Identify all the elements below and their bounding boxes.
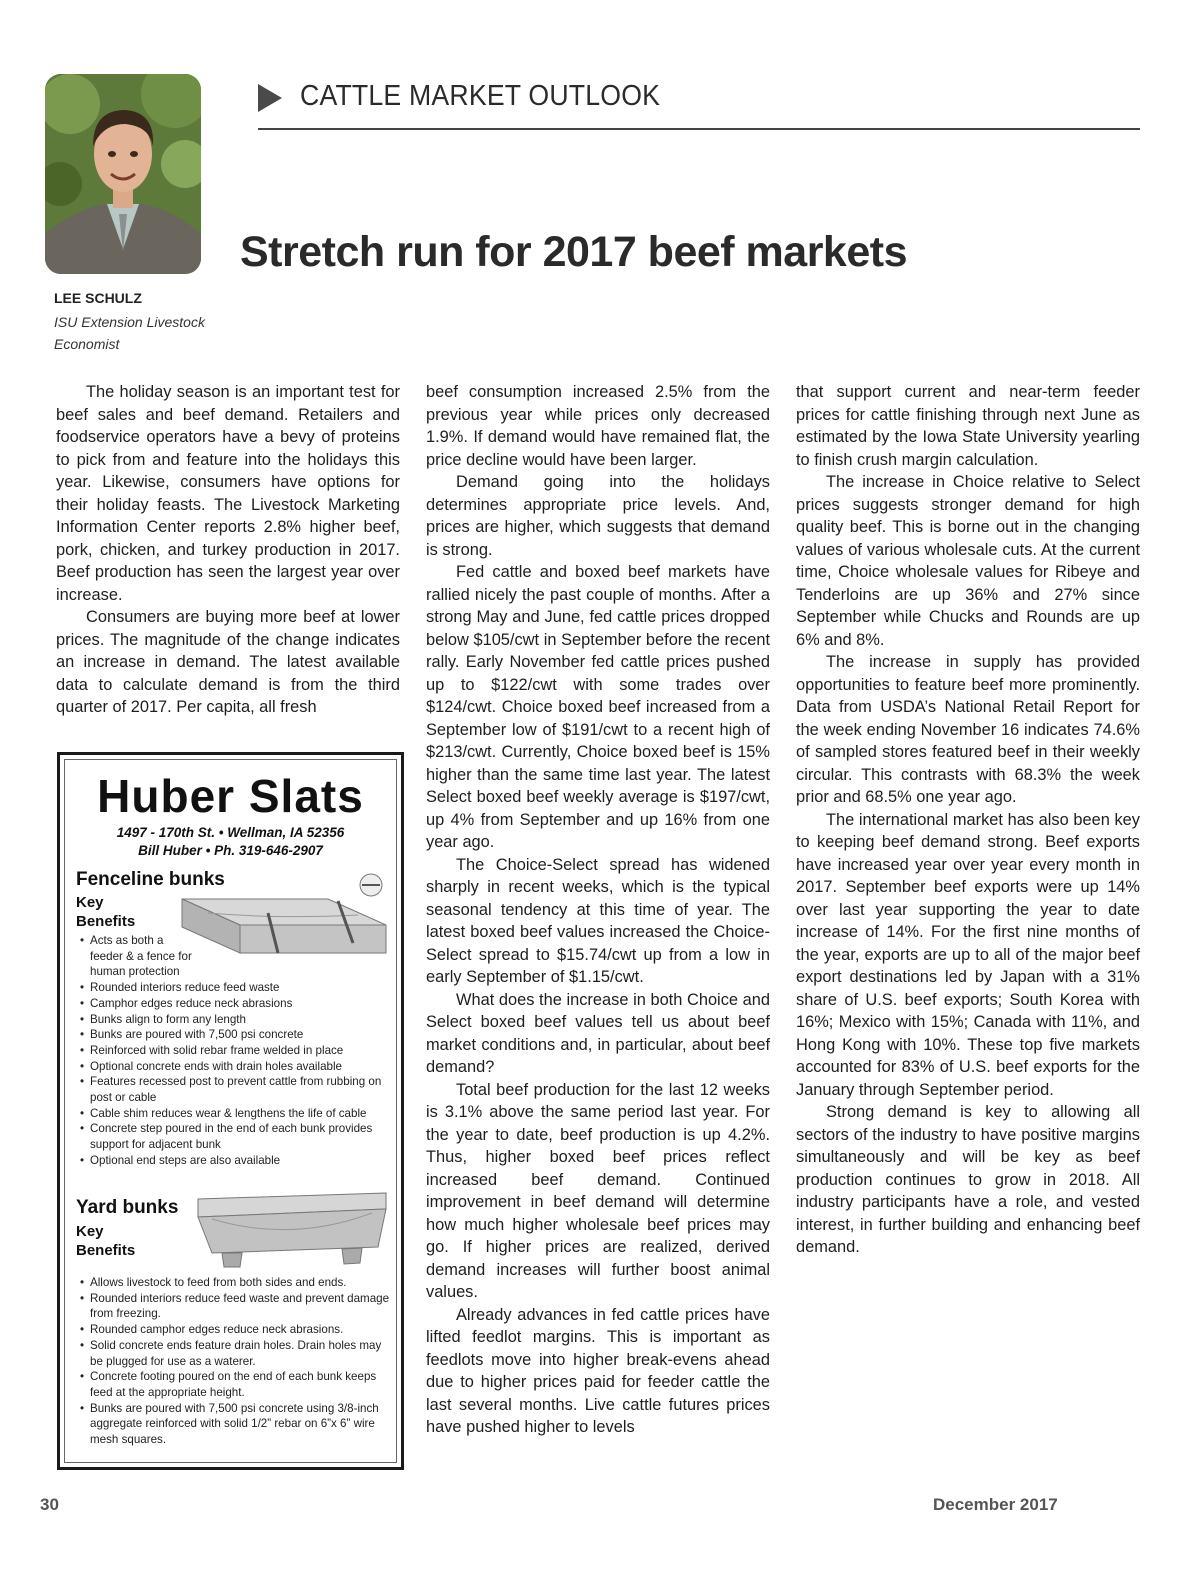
article-column-3: [796, 381, 1140, 1259]
list-item: • Bunks align to form any length: [76, 1012, 394, 1028]
ad-brand: Huber Slats: [97, 770, 364, 822]
list-item: • Rounded interiors reduce feed waste and prevent damage from freezing.: [76, 1291, 394, 1322]
triangle-arrow-icon: [258, 84, 282, 112]
paragraph: The increase in Choice relative to Select prices suggests stronger demand for high quality beef. This is borne out in the changing values of various wholesale cuts. At the current time, Choice wholesale values for Ribeye and Tenderloins are up 36% and 27% since September while Chucks and Rounds are up 6% and 8%.: [796, 473, 1140, 649]
issue-date: December 2017: [933, 1495, 1058, 1514]
ad-contact: Bill Huber • Ph. 319-646-2907: [138, 843, 323, 858]
author-name: LEE SCHULZ: [54, 290, 142, 306]
author-photo: [45, 74, 201, 274]
list-item: • Solid concrete ends feature drain holes. Drain holes may be plugged for use as a waterer.: [76, 1338, 394, 1369]
paragraph: Demand going into the holidays determines appropriate price levels. And, prices are higher, which suggests that demand is strong.: [426, 473, 770, 559]
section-header: [258, 78, 1140, 130]
list-item: • Bunks are poured with 7,500 psi concrete using 3/8-inch aggregate reinforced with solid 1/2” rebar on 6”x 6” wire mesh squares.: [76, 1401, 394, 1448]
paragraph: Total beef production for the last 12 weeks is 3.1% above the same period last year. For the year to date, beef production is up 4.2%. Thus, higher boxed beef prices reflect increased beef demand. Continued improvement in beef demand will determine how much higher wholesale beef prices may go. If higher prices are realized, derived demand increases will further boost animal values.: [426, 1080, 770, 1301]
paragraph: The increase in supply has provided opportunities to feature beef more prominently. Data from USDA’s National Retail Report for the week ending November 16 indicates 74.6% of sampled stores featured beef in their weekly circular. This contrasts with 68.3% the week prior and 68.5% one year ago.: [796, 653, 1140, 806]
fenceline-benefits: Benefits: [76, 913, 136, 930]
yard-bunk-illustration: [192, 1187, 392, 1269]
list-item: • Features recessed post to prevent cattle from rubbing on post or cable: [76, 1074, 394, 1105]
article-column-2: [426, 381, 770, 1439]
paragraph: beef consumption increased 2.5% from the previous year while prices only decreased 1.9%. If demand would have remained flat, the price decline would have been larger.: [426, 383, 770, 469]
list-item: • Cable shim reduces wear & lengthens the life of cable: [76, 1106, 394, 1122]
author-title: ISU Extension Livestock Economist: [54, 314, 205, 352]
paragraph: Strong demand is key to allowing all sectors of the industry to have positive margins simultaneously and will be key as beef production continues to grow in 2018. All industry participants have a role, and vested interest, in further building and enhancing beef demand.: [796, 1103, 1140, 1256]
list-item: • Optional concrete ends with drain holes available: [76, 1059, 394, 1075]
article-column-1: [56, 381, 400, 719]
list-item: • Camphor edges reduce neck abrasions: [76, 996, 394, 1012]
list-item: • Acts as both a feeder & a fence for human protection: [76, 933, 394, 980]
list-item: • Concrete step poured in the end of each bunk provides support for adjacent bunk: [76, 1121, 394, 1152]
list-item: • Allows livestock to feed from both sides and ends.: [76, 1275, 394, 1291]
paragraph: The Choice-Select spread has widened sharply in recent weeks, which is the typical seasonal tendency at this time of year. The latest boxed beef values increased the Choice-Select spread to $15.74/cwt up from a low in early September of $1.15/cwt.: [426, 855, 770, 986]
list-item: • Concrete footing poured on the end of each bunk keeps feed at the appropriate height.: [76, 1369, 394, 1400]
fenceline-heading: Fenceline bunks: [76, 869, 225, 890]
yard-key: Key: [76, 1223, 104, 1240]
yard-benefit-list: [76, 1275, 394, 1448]
paragraph: The international market has also been key to keeping beef demand strong. Beef exports have increased year over year every month in 2017. September beef exports were up 14% over last year supporting the year to date increase of 14%. For the first nine months of the year, exports are up to all of the major beef export destinations led by Japan with a 31% share of U.S. beef exports; South Korea with 16%; Mexico with 15%; Canada with 11%, and Hong Kong with 10%. These top five markets accounted for 83% of U.S. beef exports for the January through September period.: [796, 810, 1140, 1099]
list-item: • Rounded camphor edges reduce neck abrasions.: [76, 1322, 394, 1338]
fenceline-key: Key: [76, 894, 104, 911]
yard-benefits: Benefits: [76, 1242, 136, 1259]
list-item: • Optional end steps are also available: [76, 1153, 394, 1169]
yard-heading: Yard bunks: [76, 1197, 179, 1218]
page-number: 30: [40, 1495, 59, 1514]
huber-slats-ad: [57, 752, 404, 1470]
paragraph: What does the increase in both Choice and Select boxed beef values tell us about beef market conditions and, in particular, about beef demand?: [426, 990, 770, 1076]
paragraph: that support current and near-term feeder prices for cattle finishing through next June as estimated by the Iowa State University yearling to finish crush margin calculation.: [796, 383, 1140, 469]
headline: Stretch run for 2017 beef markets: [240, 228, 907, 276]
paragraph: Consumers are buying more beef at lower prices. The magnitude of the change indicates an increase in demand. The latest available data to calculate demand is from the third quarter of 2017. Per capita, all fresh: [56, 608, 400, 716]
paragraph: Fed cattle and boxed beef markets have rallied nicely the past couple of months. After a strong May and June, fed cattle prices dropped below $105/cwt in September before the recent rally. Early November fed cattle prices pushed up to $122/cwt with some trades over $124/cwt. Choice boxed beef increased from a September low of $191/cwt to a recent high of $213/cwt. Currently, Choice boxed beef is 15% higher than the same time last year. The latest Select boxed beef weekly average is $197/cwt, up 4% from September and up 16% from one year ago.: [426, 563, 770, 851]
list-item: • Reinforced with solid rebar frame welded in place: [76, 1043, 394, 1059]
section-title: CATTLE MARKET OUTLOOK: [300, 80, 661, 112]
list-item: • Rounded interiors reduce feed waste: [76, 980, 394, 996]
list-item: • Bunks are poured with 7,500 psi concrete: [76, 1027, 394, 1043]
paragraph: The holiday season is an important test for beef sales and beef demand. Retailers and foodservice operators have a bevy of proteins to pick from and feature into the holidays this year. Likewise, consumers have options for their holiday feasts. The Livestock Marketing Information Center reports 2.8% higher beef, pork, chicken, and turkey production in 2017. Beef production has seen the largest year over increase.: [56, 383, 400, 604]
ad-address: 1497 - 170th St. • Wellman, IA 52356: [116, 825, 345, 840]
fenceline-benefit-list: [76, 933, 394, 1169]
paragraph: Already advances in fed cattle prices have lifted feedlot margins. This is important as feedlots move into higher break-evens ahead due to higher prices paid for feeder cattle the last several months. Live cattle futures prices have pushed higher to levels: [426, 1305, 770, 1436]
